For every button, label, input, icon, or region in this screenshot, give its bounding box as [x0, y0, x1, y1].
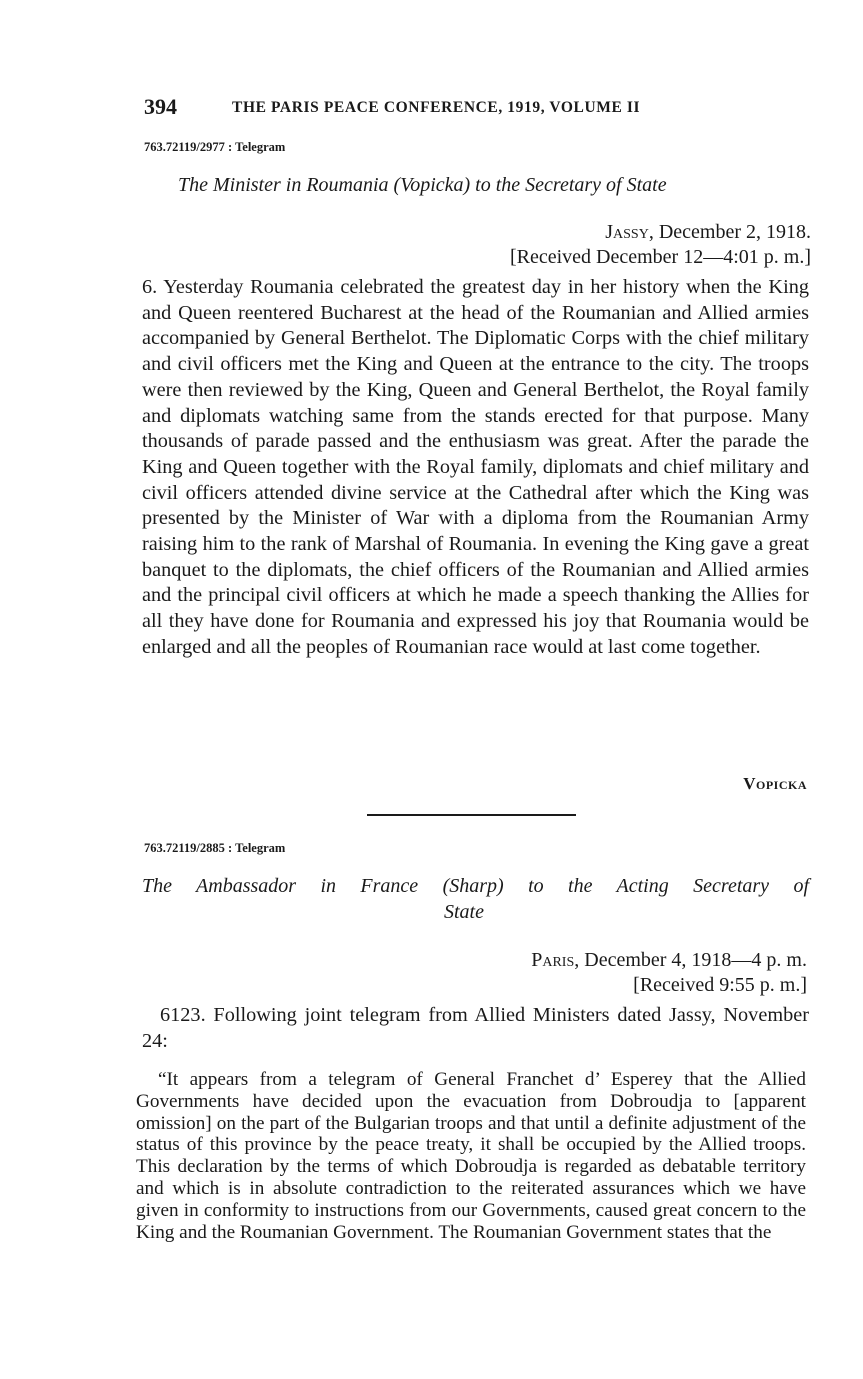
dateline-date: December 2, 1918.: [653, 221, 811, 243]
file-reference-1: 763.72119/2977 : Telegram: [144, 140, 286, 154]
page-number: 394: [144, 94, 177, 119]
dateline-date: December 4, 1918—4 p. m.: [579, 949, 807, 971]
document-heading-2-line1: The Ambassador in France (Sharp) to the Acting Secretary of: [142, 875, 809, 897]
telegram-body-2: 6123. Following joint telegram from Allied Ministers dated Jassy, November 24:: [142, 1004, 809, 1052]
document-heading-1: The Minister in Roumania (Vopicka) to the Secretary of State: [178, 174, 667, 196]
dateline-2: [531, 948, 807, 998]
file-reference-2: 763.72119/2885 : Telegram: [144, 841, 286, 855]
dateline-place: Jassy,: [605, 221, 654, 243]
dateline-place: Paris,: [531, 949, 580, 971]
dateline-place-date: [531, 948, 807, 973]
received-line: [Received December 12—4:01 p. m.]: [509, 246, 811, 268]
running-head: [144, 94, 809, 124]
signature-vopicka: Vopicka: [743, 774, 807, 793]
dateline-1: [510, 220, 811, 270]
document-heading-2-line2: State: [444, 901, 484, 923]
quoted-telegram: “It appears from a telegram of General Franchet d’ Esperey that the Allied Governments have decided upon the evacuation from Dobroudja to [apparent omission] on the part of the Bulgarian troops and that until a definite adjustment of the status of this province by the peace treaty, it shall be occupied by the Allied troops. This declaration by the terms of which Dobroudja is regarded as debatable territory and which is in absolute contradiction to the reiterated assurances which we have given in conformity to instructions from our Governments, caused great concern to the King and the Roumanian Government. The Roumanian Government states that the: [136, 1069, 806, 1243]
section-divider: [367, 814, 576, 816]
received-line: [Received 9:55 p. m.]: [633, 974, 807, 996]
running-title: THE PARIS PEACE CONFERENCE, 1919, VOLUME II: [232, 99, 641, 116]
telegram-body-1: 6. Yesterday Roumania celebrated the greatest day in her history when the King and Queen reentered Bucharest at the head of the Roumanian and Allied armies accompanied by General Berthelot. The Diplomatic Corps with the chief military and civil officers met the King and Queen at the entrance to the city. The troops were then reviewed by the King, Queen and General Berthelot, the Royal family and diplomats watching same from the stands erected for that purpose. Many thousands of parade passed and the enthusiasm was great. After the parade the King and Queen together with the Royal family, diplomats and chief military and civil officers attended divine service at the Cathedral after which the King was presented by the Minister of War with a diploma from the Roumanian Army raising him to the rank of Marshal of Roumania. In evening the King gave a great banquet to the diplomats, the chief officers of the Roumanian and Allied armies and the principal civil officers at which he made a speech thanking the Allies for all they have done for Roumania and expressed his joy that Roumania would be enlarged and all the peoples of Roumanian race would at last come together.: [142, 276, 809, 658]
dateline-place-date: [510, 220, 811, 245]
